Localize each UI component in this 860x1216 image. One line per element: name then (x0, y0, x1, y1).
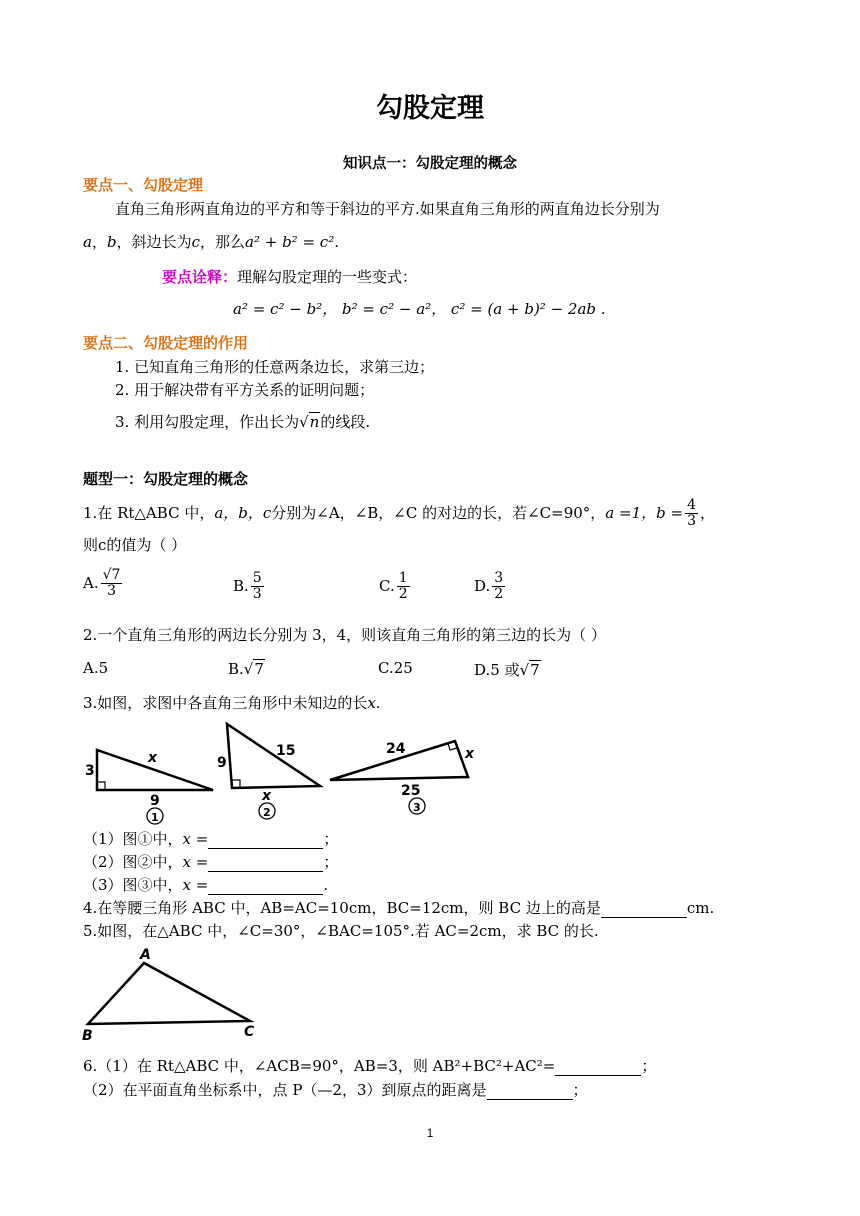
point1-line1: 直角三角形两直角边的平方和等于斜边的平方.如果直角三角形的两直角边长分别为 (115, 200, 660, 218)
question-2: 2.一个直角三角形的两边长分别为 3，4，则该直角三角形的第三边的长为（ ） (83, 626, 606, 644)
answer-blank-1[interactable] (208, 830, 323, 849)
page-title: 勾股定理 (376, 93, 484, 124)
q2-option-d[interactable]: D.5 或√7 (474, 661, 540, 679)
question-6-part-1: 6.（1）在 Rt△ABC 中，∠ACB=90°，AB=3，则 AB²+BC²+AC²= ； (83, 1057, 657, 1075)
t1-label-hyp: x (148, 750, 158, 766)
answer-blank-2[interactable] (208, 853, 323, 872)
question-5: 5.如图，在△ABC 中，∠C=30°，∠BAC=105°.若 AC=2cm，求 BC 的长. (83, 922, 599, 940)
q1-option-c[interactable]: C. $\frac{1}{2}$ (379, 570, 408, 603)
t3-label-bottom: 25 (401, 783, 421, 799)
t1-label-left: 3 (85, 763, 95, 779)
question-6-part-2: （2）在平面直角坐标系中，点 P（—2，3）到原点的距离是 ； (83, 1081, 588, 1099)
q1-option-a[interactable]: A. $\frac{√7}{3}$ (83, 567, 121, 600)
triangle-3 (330, 741, 475, 814)
point2-item-1: 1. 已知直角三角形的任意两条边长，求第三边； (115, 358, 435, 376)
t1-label-id: 1 (151, 811, 159, 824)
q2-option-a[interactable]: A.5 (83, 659, 109, 677)
q2-option-c[interactable]: C.25 (378, 659, 413, 677)
point1-formulas: a² = c² − b²， b² = c² − a²， c² = (a + b)² − 2ab . (233, 300, 606, 318)
note-label: 要点诠释： (162, 268, 238, 286)
q5-label-c: C (244, 1024, 255, 1040)
question-3: 3.如图，求图中各直角三角形中未知边的长x. (83, 694, 381, 712)
question-1: 1.在 Rt△ABC 中，a，b，c分别为∠A，∠B，∠C 的对边的长，若∠C=90°，a =1，b = $\frac{4}{3}$ ， (83, 497, 716, 530)
triangle-2 (217, 724, 320, 819)
point2-heading: 要点二、勾股定理的作用 (83, 334, 249, 352)
page-number: 1 (426, 1126, 434, 1140)
q6-answer-blank-2[interactable] (487, 1081, 573, 1100)
t2-label-bottom: x (262, 788, 272, 804)
q6-answer-blank-1[interactable] (555, 1057, 641, 1076)
t3-label-id: 3 (413, 801, 421, 814)
q5-label-a: A (140, 947, 151, 963)
point2-item-3: 3. 利用勾股定理，作出长为√n的线段. (115, 413, 371, 431)
point1-line2: a，b，斜边长为c，那么a² + b² = c². (83, 233, 339, 251)
q2-option-b[interactable]: B.√7 (228, 660, 264, 678)
q3-answer-2: （2）图②中，x = ； (83, 853, 339, 871)
q1-option-b[interactable]: B. $\frac{5}{3}$ (233, 570, 262, 603)
q1-option-d[interactable]: D. $\frac{3}{2}$ (474, 570, 504, 603)
section-subtitle: 知识点一：勾股定理的概念 (343, 156, 517, 172)
q5-label-b: B (82, 1028, 93, 1044)
triangle-1 (85, 750, 213, 824)
question-4: 4.在等腰三角形 ABC 中，AB=AC=10cm，BC=12cm，则 BC 边上的高是 cm. (83, 899, 715, 917)
t2-label-hyp: 15 (276, 743, 296, 759)
t2-label-left: 9 (217, 755, 227, 771)
point1-heading: 要点一、勾股定理 (83, 176, 204, 194)
q5-triangle (82, 947, 255, 1044)
q3-answer-3: （3）图③中，x = . (83, 876, 329, 894)
fraction-4-3: $\frac{4}{3}$ (687, 497, 696, 530)
note-text: 理解勾股定理的一些变式： (237, 268, 418, 286)
t2-label-id: 2 (263, 806, 271, 819)
t3-label-top: 24 (386, 741, 406, 757)
question-1-line2: 则c的值为（ ） (83, 536, 187, 554)
t1-label-bottom: 9 (150, 793, 160, 809)
point2-item-2: 2. 用于解决带有平方关系的证明问题； (115, 381, 375, 399)
q4-answer-blank[interactable] (601, 899, 687, 918)
q3-answer-1: （1）图①中，x = ； (83, 830, 339, 848)
t3-label-right: x (465, 746, 475, 762)
section-heading: 题型一：勾股定理的概念 (83, 470, 249, 488)
answer-blank-3[interactable] (208, 876, 323, 895)
